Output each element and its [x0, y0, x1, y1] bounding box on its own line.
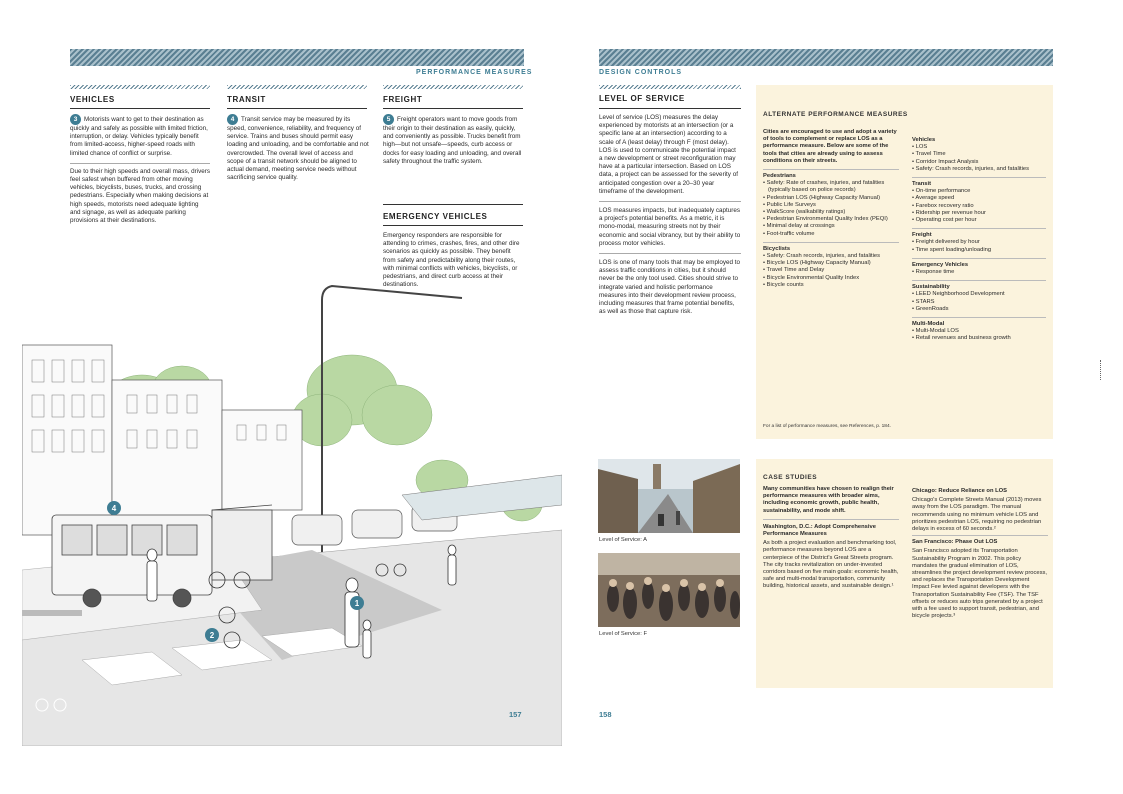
caption-los-a: Level of Service: A	[599, 537, 648, 543]
column-title-transit: TRANSIT	[227, 95, 266, 104]
alt-measures-right	[912, 137, 1046, 343]
case-studies-intro: Many communities have chosen to realign their performance measures with broader aims, including economic growth, public health, sustainability, and mode shift.	[763, 486, 894, 514]
case-sf-text: San Francisco adopted its Transportation Sustainability Program in 2002. This policy mandates the gradual elimination of LOS, streamlines the project development review process, and replaces the Transportation Development Impact Fee levied against developers with the Transportation Sustainability Fee (TSF). The TSF offsets or reduces auto trips generated by a project with a fee used to support transit, pedestrian, and bicycle projects.³	[912, 548, 1048, 620]
list-vehicles	[912, 144, 1046, 173]
freight-lead: Freight operators want to move goods from their origin to their destination as easily, quickly, and conveniently as possible. Trucks benefit from high—but not unsafe—speeds, curb access or docks for easy loading and unloading, and overall safety throughout the traffic system.	[383, 116, 522, 165]
alt-measures-footnote: For a list of performance measures, see References, p. 184.	[763, 424, 891, 429]
list-item: • Retail revenues and business growth	[912, 335, 1046, 342]
list-item: • Corridor Impact Analysis	[912, 159, 1046, 166]
list-item: • Pedestrian LOS (Highway Capacity Manual)	[763, 195, 899, 202]
list-item: • Operating cost per hour	[912, 217, 1046, 224]
illustration-badge-2	[205, 628, 219, 642]
alt-measures-title: ALTERNATE PERFORMANCE MEASURES	[763, 111, 908, 118]
list-item: • Minimal delay at crossings	[763, 223, 899, 230]
header-band-right	[599, 49, 1053, 66]
page-number-right: 158	[599, 710, 612, 719]
emergency-text: Emergency responders are responsible for attending to crimes, crashes, fires, and other dire scenarios as quickly as possible. They benefit from safety and predictability along their routes, with minimal conflicts with vehicles, bicyclists, or pedestrians, and direct curb access at their destinations.	[383, 232, 520, 289]
group-head-bicyclists: Bicyclists	[763, 242, 899, 253]
column-rule	[227, 85, 367, 89]
group-head-multimodal: Multi-Modal	[912, 317, 1046, 328]
list-item: • Time spent loading/unloading	[912, 247, 1046, 254]
badge-4: 4	[227, 114, 238, 125]
column-title-vehicles: VEHICLES	[70, 95, 115, 104]
case-studies-left	[763, 486, 899, 593]
column-title-freight: FREIGHT	[383, 95, 423, 104]
section-label-right: DESIGN CONTROLS	[599, 69, 683, 76]
alt-measures-sidebar	[756, 85, 1053, 439]
case-dc-head: Washington, D.C.: Adopt Comprehensive Performance Measures	[763, 523, 876, 538]
badge-3: 3	[70, 114, 81, 125]
list-item: • Bicycle Environmental Quality Index	[763, 275, 899, 282]
section-label-left: PERFORMANCE MEASURES	[416, 69, 533, 76]
tactile-strip	[22, 610, 82, 616]
los-paragraph-2: LOS measures impacts, but inadequately captures a project's potential benefits. As a metric, it is mono-modal, measuring streets not by their economic and social vibrancy, but by their ability to process motor vehicles.	[599, 207, 741, 247]
list-item: • LOS	[912, 144, 1046, 151]
list-item: • Multi-Modal LOS	[912, 328, 1046, 335]
caption-los-f: Level of Service: F	[599, 631, 648, 637]
vehicles-lead: Motorists want to get to their destination as quickly and safely as possible with limited friction, interruption, or delay. Vehicles typically benefit from limited-access, higher-speed roads with limited chance of conflict or surprise.	[70, 116, 208, 157]
list-item: • Safety: Crash records, injuries, and fatalities	[763, 253, 899, 260]
case-dc-text: As both a project evaluation and benchmarking tool, performance measures beyond LOS are a centerpiece of the District's Great Streets program. The city tracks revitalization on under-invested corridors based on five main goals: economic health, safe and multi-modal transportation, community building, historical assets, and sustainable design.¹	[763, 540, 899, 590]
list-item: • Farebox recovery ratio	[912, 203, 1046, 210]
column-rule	[599, 85, 741, 89]
divider	[70, 108, 210, 109]
alt-measures-left	[763, 129, 899, 289]
transit-text	[227, 114, 369, 187]
case-chicago-text: Chicago's Complete Streets Manual (2013) moves away from the LOS paradigm. The manual recommends using no minimum vehicle LOS and prioritizes pedestrian LOS, requiring no pedestrian delays in excess of 60 seconds.²	[912, 497, 1042, 533]
list-item: • Foot-traffic volume	[763, 231, 899, 238]
los-paragraph-1: Level of service (LOS) measures the delay experienced by motorists at an intersection (or a specific lane at an intersection) according to a scale of A (least delay) through F (most delay). LOS is used to communicate the potential impact a new development or street reconfiguration may have at a particular intersection. Based on LOS data, a project can be assessed for the severity of anticipated congestion over a 20–30 year timeframe of the development.	[599, 114, 738, 195]
los-title: LEVEL OF SERVICE	[599, 94, 685, 103]
header-band-left	[70, 49, 524, 66]
bus-shelter	[212, 505, 272, 580]
case-studies-sidebar	[756, 459, 1053, 688]
list-item: • WalkScore (walkability ratings)	[763, 209, 899, 216]
list-multimodal	[912, 328, 1046, 342]
list-transit	[912, 188, 1046, 224]
list-item: • Freight delivered by hour	[912, 239, 1046, 246]
list-item: • Travel Time	[912, 151, 1046, 158]
divider	[383, 225, 523, 226]
list-item: • STARS	[912, 299, 1046, 306]
list-item: • Average speed	[912, 195, 1046, 202]
bus	[52, 515, 212, 607]
list-item: • On-time performance	[912, 188, 1046, 195]
group-head-sustainability: Sustainability	[912, 280, 1046, 291]
svg-text:2: 2	[209, 631, 215, 640]
group-head-vehicles: Vehicles	[912, 137, 936, 143]
group-head-pedestrians: Pedestrians	[763, 169, 899, 180]
list-bicyclists	[763, 253, 899, 289]
list-sustainability	[912, 291, 1046, 313]
group-head-freight: Freight	[912, 228, 1046, 239]
divider	[383, 108, 523, 109]
los-text	[599, 114, 741, 321]
divider	[227, 108, 367, 109]
alt-measures-intro: Cities are encouraged to use and adopt a variety of tools to complement or replace LOS as a performance measure. Below are some of the tools that cities are already using to assess conditions on their streets.	[763, 129, 897, 164]
list-item: • Safety: Rate of crashes, injuries, and fatalities (typically based on police records)	[763, 180, 899, 194]
group-head-emergency: Emergency Vehicles	[912, 258, 1046, 269]
list-pedestrians	[763, 180, 899, 238]
case-studies-right	[912, 488, 1048, 622]
list-item: • GreenRoads	[912, 306, 1046, 313]
list-item: • Response time	[912, 269, 1046, 276]
list-item: • Ridership per revenue hour	[912, 210, 1046, 217]
vehicles-paragraph: Due to their high speeds and overall mass, drivers feel safest when buffered from other moving vehicles, bicyclists, buses, trucks, and crossing pedestrians. Especially when making decisions at high speeds, motorists need adequate lighting and signage, as well as adequate parking provisions at their destinations.	[70, 167, 211, 225]
list-emergency	[912, 269, 1046, 276]
los-paragraph-3: LOS is one of many tools that may be employed to assess traffic conditions in cities, but it should never be the only tool used. Cities should strive to integrate varied and holistic performance measures into their development review process, including measures that frame potential benefits, as well as those that capture risk.	[599, 259, 741, 316]
list-item: • Travel Time and Delay	[763, 267, 899, 274]
list-item: • LEED Neighborhood Development	[912, 291, 1046, 298]
case-studies-title: CASE STUDIES	[763, 474, 818, 481]
badge-5: 5	[383, 114, 394, 125]
photo-los-f	[598, 553, 740, 627]
illustration-badge-1	[350, 596, 364, 610]
list-item: • Bicycle LOS (Highway Capacity Manual)	[763, 260, 899, 267]
svg-text:1: 1	[354, 599, 360, 608]
svg-text:4: 4	[111, 504, 117, 513]
illustration-badge-4	[107, 501, 121, 515]
case-chicago-head: Chicago: Reduce Reliance on LOS	[912, 488, 1008, 494]
list-item: • Pedestrian Environmental Quality Index (PEQI)	[763, 216, 899, 223]
column-title-emergency: EMERGENCY VEHICLES	[383, 212, 488, 221]
scroll-indicator[interactable]	[1100, 360, 1101, 380]
photo-los-a	[598, 459, 740, 533]
vehicles-text	[70, 114, 210, 230]
transit-lead: Transit service may be measured by its speed, convenience, reliability, and frequency of service. Trains and buses should permit easy loading and unloading, and be comfortable and not overcrowded. The overall level of access and scope of a transit network should be aligned to actual demand, meeting service needs without sacrificing service quality.	[227, 116, 369, 182]
list-item: • Bicycle counts	[763, 282, 899, 289]
freight-text	[383, 114, 524, 171]
list-item: • Public Life Surveys	[763, 202, 899, 209]
list-freight	[912, 239, 1046, 253]
column-rule	[70, 85, 210, 89]
column-rule	[383, 85, 523, 89]
list-item: • Safety: Crash records, injuries, and fatalities	[912, 166, 1046, 173]
case-sf-head: San Francisco: Phase Out LOS	[912, 539, 998, 546]
street-illustration	[22, 280, 562, 746]
divider	[383, 204, 523, 205]
group-head-transit: Transit	[912, 177, 1046, 188]
page-number-left: 157	[509, 710, 522, 719]
divider	[599, 108, 741, 109]
